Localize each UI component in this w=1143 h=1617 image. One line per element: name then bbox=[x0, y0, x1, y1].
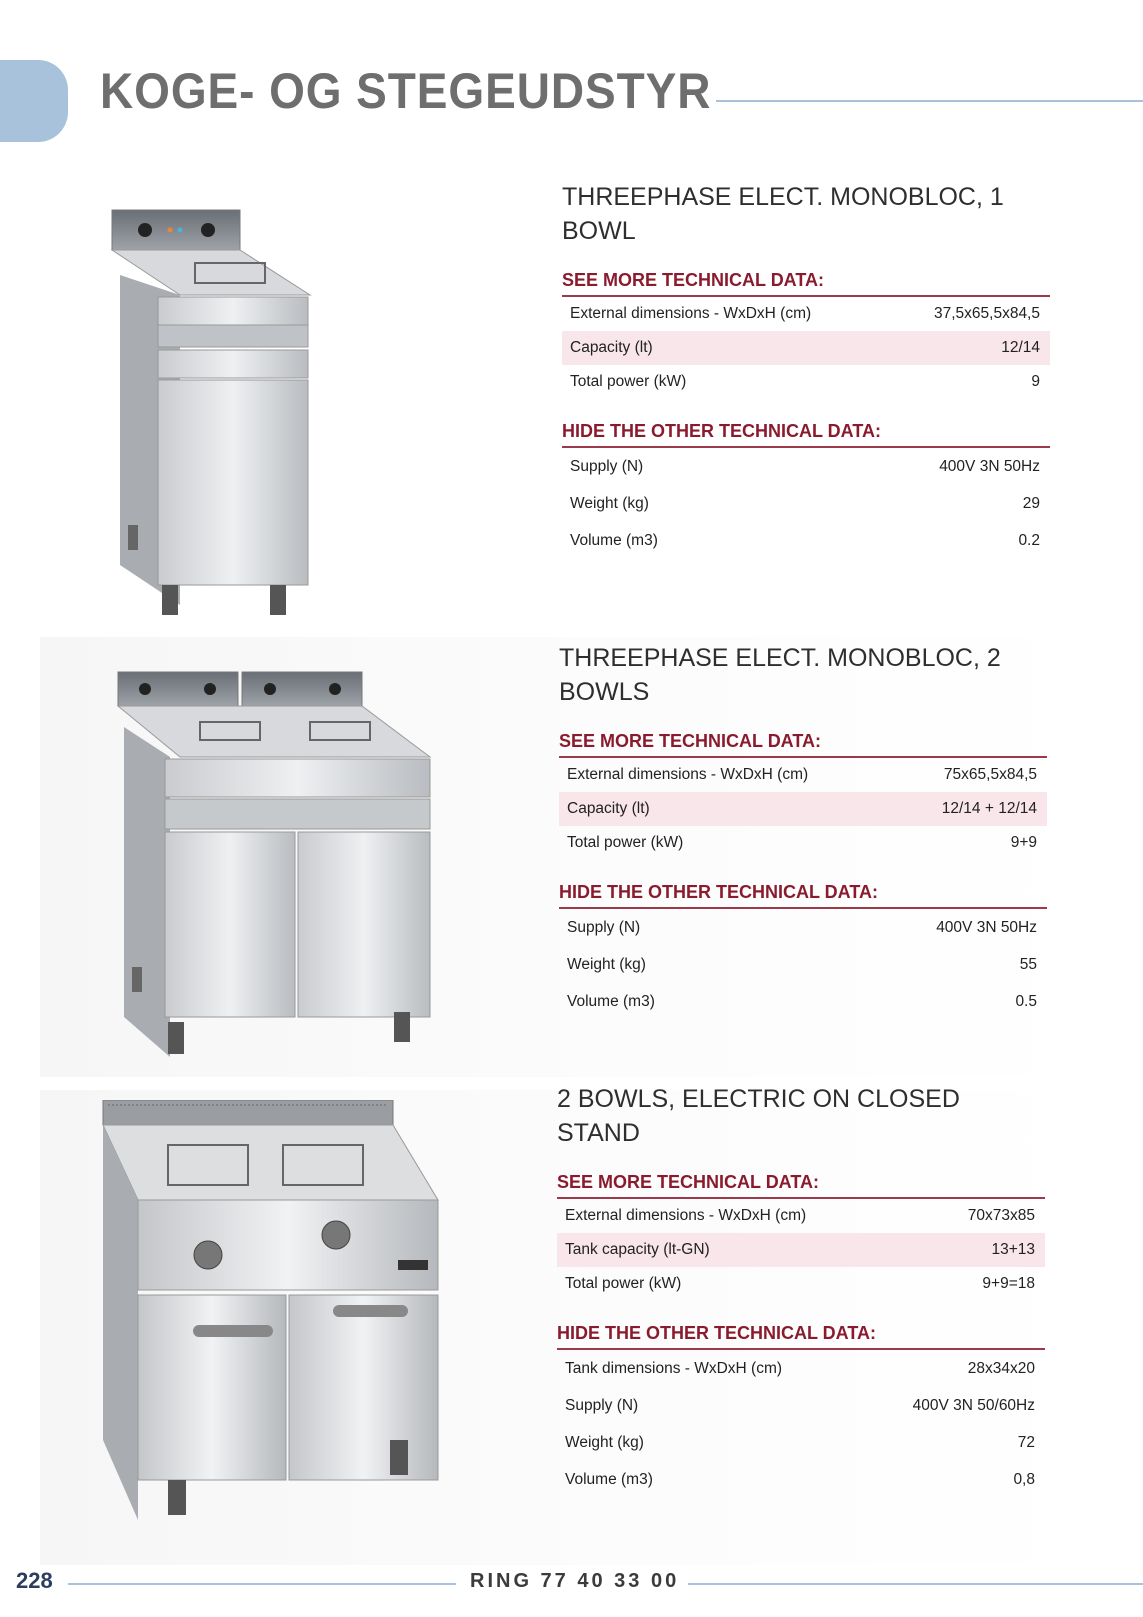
footer-divider-left bbox=[68, 1583, 456, 1585]
spec-row bbox=[559, 983, 1047, 1020]
spec-label: Supply (N) bbox=[570, 457, 644, 475]
spec-value: 0.2 bbox=[1018, 531, 1040, 549]
product-title: THREEPHASE ELECT. MONOBLOC, 1 BOWL bbox=[562, 183, 1004, 245]
spec-row bbox=[559, 946, 1047, 983]
spec-value: 9+9=18 bbox=[982, 1275, 1035, 1292]
spec-panel bbox=[557, 1082, 1045, 1498]
spec-row bbox=[562, 448, 1050, 485]
spec-row bbox=[557, 1199, 1045, 1233]
spec-label: Capacity (lt) bbox=[567, 800, 650, 817]
spec-label: External dimensions - WxDxH (cm) bbox=[565, 1207, 807, 1224]
footer-divider-right bbox=[688, 1583, 1143, 1585]
spec-value: 0,8 bbox=[1013, 1470, 1035, 1488]
spec-label: Supply (N) bbox=[567, 918, 641, 936]
spec-row bbox=[557, 1350, 1045, 1387]
see-more-link[interactable]: SEE MORE TECHNICAL DATA: bbox=[557, 1172, 1045, 1199]
header-tab-shape bbox=[0, 60, 68, 142]
product-card bbox=[40, 637, 1090, 1077]
page-number: 228 bbox=[16, 1568, 53, 1593]
fryer-single-image bbox=[100, 205, 500, 625]
spec-value: 29 bbox=[1022, 494, 1040, 512]
fryer-stand-image bbox=[98, 1100, 498, 1560]
spec-row bbox=[559, 909, 1047, 946]
spec-row bbox=[557, 1424, 1045, 1461]
spec-row bbox=[559, 826, 1047, 860]
title-divider bbox=[716, 100, 1143, 102]
spec-row bbox=[562, 331, 1050, 365]
spec-label: Volume (m3) bbox=[570, 531, 658, 549]
spec-label: Total power (kW) bbox=[570, 373, 687, 390]
spec-value: 12/14 bbox=[1001, 339, 1040, 356]
hide-data-link[interactable]: HIDE THE OTHER TECHNICAL DATA: bbox=[557, 1323, 1045, 1350]
spec-label: Volume (m3) bbox=[567, 992, 655, 1010]
spec-value: 13+13 bbox=[991, 1241, 1035, 1258]
spec-panel bbox=[559, 641, 1047, 1020]
spec-value: 75x65,5x84,5 bbox=[943, 766, 1037, 783]
spec-value: 12/14 + 12/14 bbox=[941, 800, 1037, 817]
spec-row bbox=[559, 758, 1047, 792]
spec-label: Volume (m3) bbox=[565, 1470, 653, 1488]
spec-label: External dimensions - WxDxH (cm) bbox=[570, 305, 812, 322]
spec-label: Weight (kg) bbox=[565, 1433, 644, 1451]
spec-row bbox=[557, 1461, 1045, 1498]
spec-row bbox=[557, 1233, 1045, 1267]
spec-value: 37,5x65,5x84,5 bbox=[933, 305, 1040, 322]
spec-row bbox=[557, 1267, 1045, 1301]
footer-phone: RING 77 40 33 00 bbox=[470, 1570, 680, 1592]
spec-value: 400V 3N 50Hz bbox=[939, 457, 1040, 475]
see-more-link[interactable]: SEE MORE TECHNICAL DATA: bbox=[562, 270, 1050, 297]
spec-value: 72 bbox=[1017, 1433, 1035, 1451]
product-title: THREEPHASE ELECT. MONOBLOC, 2 BOWLS bbox=[559, 644, 1001, 706]
spec-row bbox=[559, 792, 1047, 826]
spec-label: External dimensions - WxDxH (cm) bbox=[567, 766, 809, 783]
spec-value: 400V 3N 50Hz bbox=[936, 918, 1037, 936]
page-title: KOGE- OG STEGEUDSTYR bbox=[100, 63, 712, 119]
spec-panel bbox=[562, 180, 1050, 559]
spec-value: 28x34x20 bbox=[967, 1359, 1035, 1377]
hide-data-link[interactable]: HIDE THE OTHER TECHNICAL DATA: bbox=[562, 421, 1050, 448]
spec-label: Capacity (lt) bbox=[570, 339, 653, 356]
fryer-double-image bbox=[110, 667, 510, 1077]
spec-row bbox=[557, 1387, 1045, 1424]
spec-label: Weight (kg) bbox=[570, 494, 649, 512]
spec-row bbox=[562, 522, 1050, 559]
spec-value: 9 bbox=[1031, 373, 1040, 390]
spec-value: 400V 3N 50/60Hz bbox=[912, 1396, 1035, 1414]
spec-row bbox=[562, 297, 1050, 331]
spec-label: Tank dimensions - WxDxH (cm) bbox=[565, 1359, 783, 1377]
spec-label: Total power (kW) bbox=[567, 834, 684, 851]
spec-label: Tank capacity (lt-GN) bbox=[565, 1241, 710, 1258]
spec-value: 9+9 bbox=[1010, 834, 1037, 851]
spec-row bbox=[562, 365, 1050, 399]
spec-label: Supply (N) bbox=[565, 1396, 639, 1414]
spec-label: Total power (kW) bbox=[565, 1275, 682, 1292]
spec-value: 0.5 bbox=[1015, 992, 1037, 1010]
spec-value: 70x73x85 bbox=[967, 1207, 1035, 1224]
spec-value: 55 bbox=[1019, 955, 1037, 973]
product-title: 2 BOWLS, ELECTRIC ON CLOSED STAND bbox=[557, 1085, 960, 1147]
spec-row bbox=[562, 485, 1050, 522]
see-more-link[interactable]: SEE MORE TECHNICAL DATA: bbox=[559, 731, 1047, 758]
spec-label: Weight (kg) bbox=[567, 955, 646, 973]
product-card bbox=[40, 1085, 1090, 1565]
product-card bbox=[40, 180, 1090, 630]
hide-data-link[interactable]: HIDE THE OTHER TECHNICAL DATA: bbox=[559, 882, 1047, 909]
